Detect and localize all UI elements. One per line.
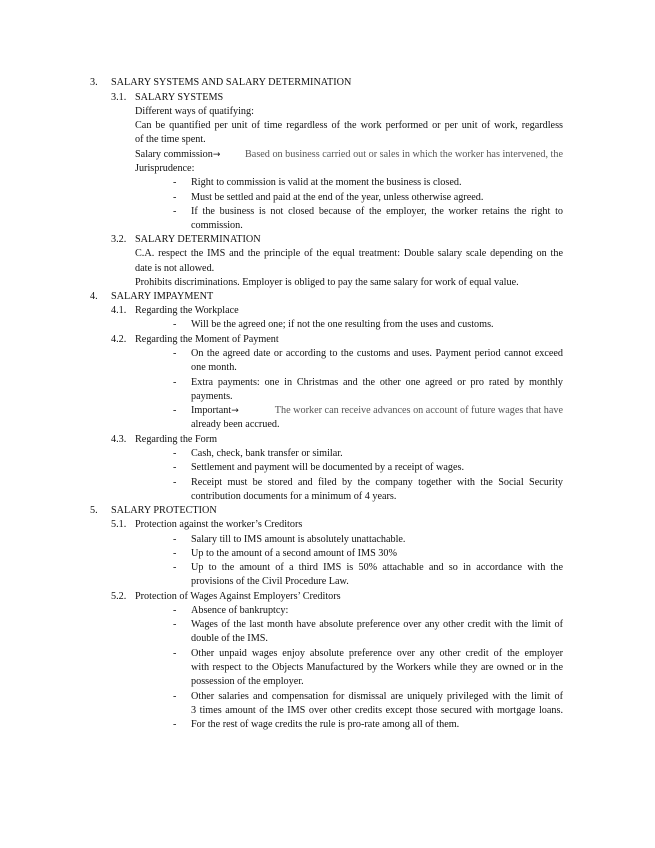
section-4-number: 4. bbox=[90, 291, 98, 302]
commission-line bbox=[135, 148, 563, 162]
bullet-text: payments. bbox=[191, 391, 233, 402]
subsection-4-1-number: 4.1. bbox=[111, 305, 127, 316]
bullet-text: with respect to the Objects Manufactured by the Workers while they are owned or in the bbox=[191, 662, 563, 673]
commission-label: Salary commission→ bbox=[135, 149, 221, 160]
subsection-5-2-number: 5.2. bbox=[111, 591, 127, 602]
subsection-4-3-heading: Regarding the Form bbox=[135, 434, 218, 445]
bullet-dash: - bbox=[173, 319, 177, 330]
important-line bbox=[191, 404, 563, 418]
arrow-icon: → bbox=[212, 150, 221, 160]
bullet-text: Must be settled and paid at the end of the year, unless otherwise agreed. bbox=[191, 192, 484, 203]
bullet-text: Other unpaid wages enjoy absolute preference over any other credit of the employer bbox=[191, 648, 563, 659]
bullet-text: Up to the amount of a third IMS is 50% attachable and so in accordance with the bbox=[191, 562, 563, 573]
bullet-text: Receipt must be stored and filed by the company together with the Social Security bbox=[191, 477, 563, 488]
bullet-text: 3 times amount of the IMS over other credits except those secured with mortgage loans. bbox=[191, 705, 563, 716]
paragraph: Different ways of quatifying: bbox=[135, 106, 254, 117]
bullet-dash: - bbox=[173, 477, 177, 488]
bullet-text: already been accrued. bbox=[191, 419, 280, 430]
bullet-text: Will be the agreed one; if not the one resulting from the uses and customs. bbox=[191, 319, 494, 330]
bullet-text: For the rest of wage credits the rule is pro-rate among all of them. bbox=[191, 719, 460, 730]
subsection-5-1-heading: Protection against the worker’s Creditors bbox=[135, 519, 303, 530]
subsection-4-2-number: 4.2. bbox=[111, 334, 127, 345]
paragraph: Prohibits discriminations. Employer is obliged to pay the same salary for work of equal value. bbox=[135, 277, 519, 288]
bullet-dash: - bbox=[173, 548, 177, 559]
bullet-dash: - bbox=[173, 192, 177, 203]
bullet-text: possession of the employer. bbox=[191, 676, 304, 687]
bullet-text: Settlement and payment will be documented by a receipt of wages. bbox=[191, 462, 464, 473]
bullet-dash: - bbox=[173, 348, 177, 359]
bullet-text: Other salaries and compensation for dismissal are uniquely privileged with the limit of bbox=[191, 691, 563, 702]
bullet-dash: - bbox=[173, 691, 177, 702]
paragraph: date is not allowed. bbox=[135, 263, 215, 274]
section-5-number: 5. bbox=[90, 505, 98, 516]
section-4-heading: SALARY IMPAYMENT bbox=[111, 291, 214, 302]
bullet-text: Salary till to IMS amount is absolutely unattachable. bbox=[191, 534, 406, 545]
arrow-icon: → bbox=[231, 406, 239, 416]
bullet-text: double of the IMS. bbox=[191, 633, 268, 644]
paragraph: Jurisprudence: bbox=[135, 163, 195, 174]
subsection-5-1-number: 5.1. bbox=[111, 519, 127, 530]
paragraph: Can be quantified per unit of time regardless of the work performed or per unit of work, regardless bbox=[135, 120, 563, 131]
bullet-text: Up to the amount of a second amount of IMS 30% bbox=[191, 548, 397, 559]
bullet-dash: - bbox=[173, 719, 177, 730]
paragraph: C.A. respect the IMS and the principle of the equal treatment: Double salary scale depending on the bbox=[135, 248, 563, 259]
subsection-3-1-heading: SALARY SYSTEMS bbox=[135, 92, 224, 103]
paragraph: of the time spent. bbox=[135, 134, 206, 145]
bullet-text: provisions of the Civil Procedure Law. bbox=[191, 576, 349, 587]
section-3-number: 3. bbox=[90, 77, 98, 88]
commission-text: Based on business carried out or sales in which the worker has intervened, the bbox=[245, 149, 563, 160]
bullet-text: contribution documents for a minimum of 4 years. bbox=[191, 491, 397, 502]
subsection-3-2-number: 3.2. bbox=[111, 234, 127, 245]
bullet-dash: - bbox=[173, 462, 177, 473]
bullet-text: On the agreed date or according to the customs and uses. Payment period cannot exceed bbox=[191, 348, 563, 359]
important-label: Important→ bbox=[191, 405, 239, 416]
bullet-dash: - bbox=[173, 648, 177, 659]
subsection-4-2-heading: Regarding the Moment of Payment bbox=[135, 334, 279, 345]
bullet-text: Right to commission is valid at the moment the business is closed. bbox=[191, 177, 462, 188]
bullet-dash: - bbox=[173, 619, 177, 630]
bullet-text: one month. bbox=[191, 362, 237, 373]
subsection-5-2-heading: Protection of Wages Against Employers’ Creditors bbox=[135, 591, 341, 602]
section-3-heading: SALARY SYSTEMS AND SALARY DETERMINATION bbox=[111, 77, 352, 88]
bullet-dash: - bbox=[173, 405, 177, 416]
bullet-text: Cash, check, bank transfer or similar. bbox=[191, 448, 343, 459]
bullet-text: If the business is not closed because of the employer, the worker retains the right to bbox=[191, 206, 563, 217]
bullet-dash: - bbox=[173, 534, 177, 545]
bullet-dash: - bbox=[173, 177, 177, 188]
bullet-dash: - bbox=[173, 377, 177, 388]
bullet-text: Absence of bankruptcy: bbox=[191, 605, 289, 616]
bullet-text: Wages of the last month have absolute preference over any other credit with the limit of bbox=[191, 619, 563, 630]
subsection-3-2-heading: SALARY DETERMINATION bbox=[135, 234, 261, 245]
bullet-dash: - bbox=[173, 206, 177, 217]
bullet-dash: - bbox=[173, 448, 177, 459]
bullet-dash: - bbox=[173, 605, 177, 616]
important-text: The worker can receive advances on account of future wages that have bbox=[274, 405, 563, 416]
bullet-dash: - bbox=[173, 562, 177, 573]
subsection-4-1-heading: Regarding the Workplace bbox=[135, 305, 239, 316]
bullet-text: Extra payments: one in Christmas and the other one agreed or pro rated by monthly bbox=[191, 377, 563, 388]
section-5-heading: SALARY PROTECTION bbox=[111, 505, 217, 516]
subsection-4-3-number: 4.3. bbox=[111, 434, 127, 445]
bullet-text: commission. bbox=[191, 220, 243, 231]
subsection-3-1-number: 3.1. bbox=[111, 92, 127, 103]
